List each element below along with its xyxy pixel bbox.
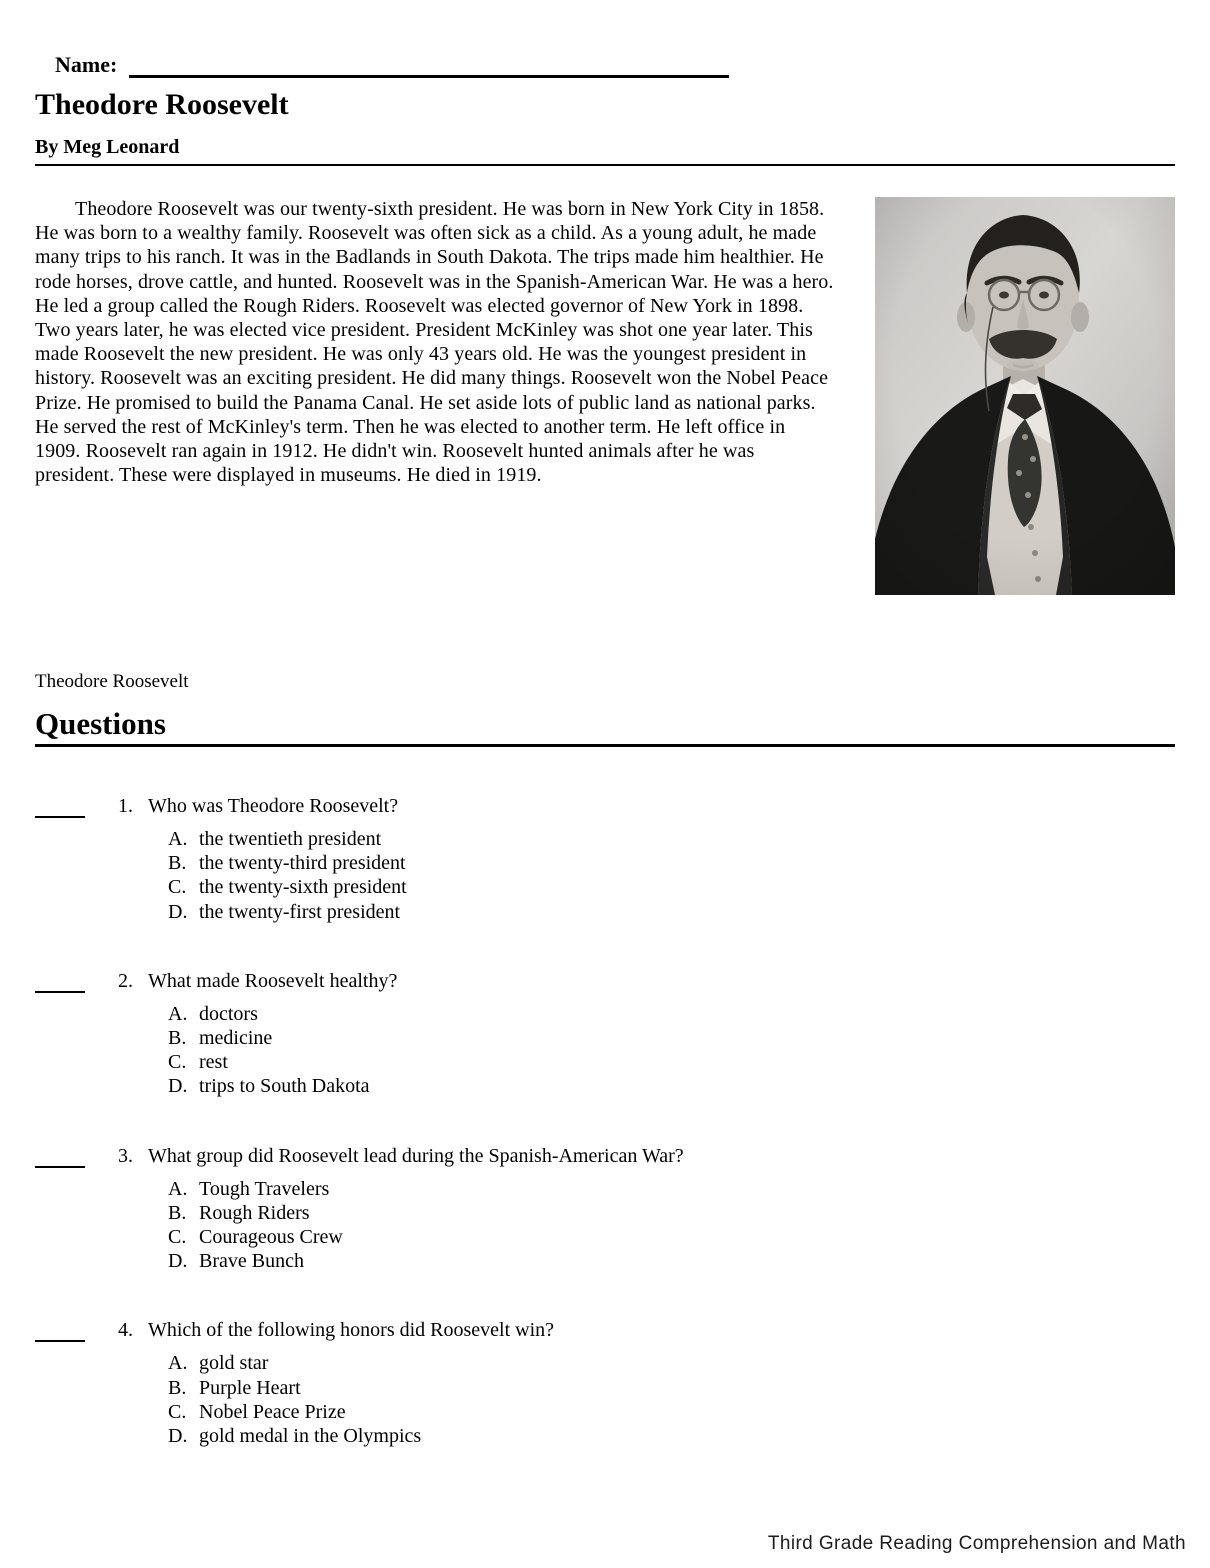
question-item-4 <box>35 1319 1175 1448</box>
option-text: trips to South Dakota <box>199 1075 370 1098</box>
answer-blank-line <box>35 802 85 818</box>
question-item-3 <box>35 1145 1175 1274</box>
option-letter: B. <box>168 852 187 875</box>
question-number: 4. <box>118 1319 133 1342</box>
question-number: 1. <box>118 795 133 817</box>
footer-text: Third Grade Reading Comprehension and Math <box>767 1533 1186 1554</box>
name-label: Name: <box>55 52 118 77</box>
question-item-2 <box>35 970 1175 1099</box>
option-text: Tough Travelers <box>199 1177 330 1200</box>
questions-list <box>35 795 1175 1448</box>
option-text: Courageous Crew <box>199 1226 343 1249</box>
option-letter: B. <box>168 1201 187 1224</box>
option-text: medicine <box>199 1027 273 1050</box>
answer-blank-line <box>35 977 85 993</box>
option-text: the twentieth president <box>199 828 382 850</box>
option-text: Rough Riders <box>199 1201 310 1224</box>
option-letter: D. <box>168 1425 188 1448</box>
page-title: Theodore Roosevelt <box>35 88 289 121</box>
question-text: Which of the following honors did Roosevelt win? <box>148 1319 555 1342</box>
answer-option <box>168 1225 1175 1249</box>
option-text: Purple Heart <box>199 1376 301 1399</box>
option-letter: D. <box>168 900 188 923</box>
option-text: gold star <box>199 1352 269 1375</box>
option-text: doctors <box>199 1002 258 1025</box>
option-letter: C. <box>168 1226 187 1249</box>
question-text: What group did Roosevelt lead during the Spanish-American War? <box>148 1144 684 1167</box>
answer-option <box>168 1400 1175 1424</box>
answer-option <box>168 1376 1175 1400</box>
answer-option <box>168 1002 1175 1026</box>
answer-option <box>168 851 1175 875</box>
option-text: the twenty-first president <box>199 900 401 923</box>
option-letter: D. <box>168 1250 188 1273</box>
option-text: the twenty-third president <box>199 852 406 875</box>
portrait-illustration <box>875 197 1175 595</box>
option-letter: C. <box>168 1400 187 1423</box>
answer-option <box>168 1424 1175 1448</box>
option-letter: C. <box>168 876 187 899</box>
name-row <box>35 52 1175 78</box>
answer-blank-line <box>35 1152 85 1168</box>
answer-option <box>168 1249 1175 1273</box>
option-text: Brave Bunch <box>199 1250 304 1273</box>
option-letter: A. <box>168 1177 188 1200</box>
answer-option <box>168 1201 1175 1225</box>
answer-option <box>168 1050 1175 1074</box>
option-text: gold medal in the Olympics <box>199 1425 422 1448</box>
question-text: Who was Theodore Roosevelt? <box>148 795 399 817</box>
name-blank-line <box>129 56 729 78</box>
answer-option <box>168 1026 1175 1050</box>
question-number: 2. <box>118 969 133 992</box>
option-text: rest <box>199 1051 228 1074</box>
answer-option <box>168 1074 1175 1098</box>
answer-blank-line <box>35 1326 85 1342</box>
passage-text: Theodore Roosevelt was our twenty-sixth president. He was born in New York City in 1858. He was born to a wealthy family. Roosevelt was often sick as a child. As a young adult, he made many trips to his ranch. It was in the Badlands in South Dakota. The trips made him healthier. He rode horses, drove cattle, and hunted. Roosevelt was in the Spanish-American War. He was a hero. He led a group called the Rough Riders. Roosevelt was elected governor of New York in 1898. Two years later, he was elected vice president. President McKinley was shot one year later. This made Roosevelt the new president. He was only 43 years old. He was the youngest president in history. Roosevelt was an exciting president. He did many things. Roosevelt won the Nobel Peace Prize. He promised to build the Panama Canal. He set aside lots of public land as national parks. He served the rest of McKinley's term. Then he was elected to another term. He left office in 1909. Roosevelt ran again in 1912. He didn't win. Roosevelt hunted animals after he was president. These were displayed in museums. He died in 1919. <box>35 198 834 487</box>
byline: By Meg Leonard <box>35 136 1175 166</box>
option-letter: A. <box>168 1002 188 1025</box>
question-text: What made Roosevelt healthy? <box>148 969 398 992</box>
option-letter: D. <box>168 1075 188 1098</box>
answer-option <box>168 875 1175 899</box>
question-item-1 <box>35 795 1175 924</box>
option-text: the twenty-sixth president <box>199 876 407 899</box>
answer-option <box>168 900 1175 924</box>
option-text: Nobel Peace Prize <box>199 1400 346 1423</box>
option-letter: B. <box>168 1376 187 1399</box>
answer-option <box>168 1351 1175 1375</box>
roosevelt-portrait-photo <box>875 197 1175 595</box>
answer-option <box>168 1177 1175 1201</box>
option-letter: B. <box>168 1027 187 1050</box>
option-letter: A. <box>168 828 188 850</box>
answer-option <box>168 827 1175 851</box>
option-letter: A. <box>168 1352 188 1375</box>
option-letter: C. <box>168 1051 187 1074</box>
question-number: 3. <box>118 1144 133 1167</box>
passage-title-repeat: Theodore Roosevelt <box>35 671 189 692</box>
questions-heading: Questions <box>35 706 1175 747</box>
passage-section <box>35 197 1175 595</box>
